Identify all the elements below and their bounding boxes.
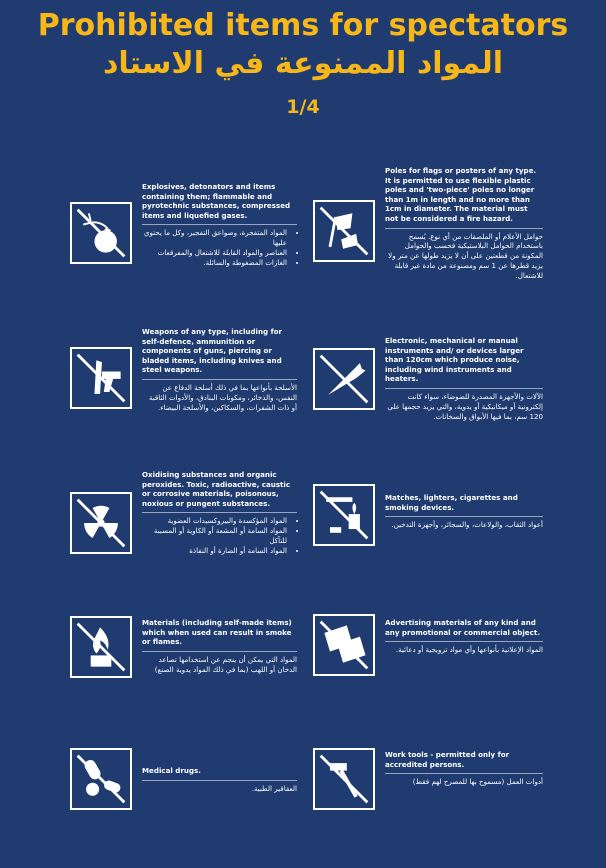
list-item: • المواد السامة أو المشعة أو الكاوية أو المسببة للتآكل	[142, 526, 287, 546]
item-description-ar: الآلات والأجهزة المصدرة للضوضاء، سواء كانت إلكترونية أو ميكانيكية أو يدوية، والتي يزيد حجمها على 120 سم، بما فيها الأبواق والسخانات.	[387, 391, 543, 421]
item-flag-poles	[313, 166, 605, 286]
item-description-ar: العقاقير الطبية.	[251, 783, 297, 793]
page-number: 1/4	[286, 96, 320, 118]
advertising-material-icon	[313, 614, 375, 676]
item-description-en: Materials (including self-made items) which when used can result in smoke or flames.	[142, 618, 292, 647]
fire-smoke-icon	[70, 616, 132, 678]
item-description-en: Work tools - permitted only for accredited persons.	[385, 750, 510, 769]
item-noise-instruments	[313, 336, 605, 456]
item-description-ar	[142, 516, 297, 555]
item-description-en: Oxidising substances and organic peroxides. Toxic, radioactive, caustic or corrosive materials, poisonous, noxious or pungent substances.	[142, 470, 291, 508]
divider	[142, 224, 297, 225]
vuvuzela-instrument-icon	[313, 348, 375, 410]
divider	[142, 651, 297, 652]
item-smoking	[313, 484, 605, 604]
item-work-tools	[313, 748, 605, 868]
divider	[385, 516, 543, 517]
page-title-english: Prohibited items for spectators	[37, 8, 569, 43]
item-description-ar	[142, 228, 297, 267]
item-description-en: Explosives, detonators and items containing them; flammable and pyrotechnic substances, compressed items and liquefied gases.	[142, 182, 291, 220]
divider	[142, 379, 297, 380]
divider	[385, 773, 543, 774]
page-title-arabic: المواد الممنوعة في الاستاد	[102, 46, 504, 81]
item-description-en: Electronic, mechanical or manual instruments and/ or devices larger than 120cm which produce noise, including wind instruments and heaters.	[385, 336, 524, 384]
item-description-en: Poles for flags or posters of any type. It is permitted to use flexible plastic poles and 'two-piece' poles no longer than 1m in length and no more than 1cm in diameter. The material must not be considered a fire hazard.	[385, 166, 537, 223]
item-description-ar: حوامل الأعلام أو الملصقات من أي نوع. يُسمح باستخدام الحوامل البلاستيكية فحسب والحوامل المكونة من قطعتين على أن لا يزيد طولها عن متر ولا يزيد قطرها عن 1 سم ومصنوعة من مادة غير قابلة للاشتعال.	[388, 231, 543, 280]
radioactive-hazard-icon	[70, 492, 132, 554]
item-description-ar: المواد التي يمكن أن ينجم عن استخدامها تصاعد الدخان أو اللهب (بما في ذلك المواد يدوية الصنع)	[154, 654, 297, 674]
item-description-en: Medical drugs.	[142, 766, 201, 775]
list-item: • المواد المتفجرة، وصواعق التفجير، وكل ما يحتوي عليها	[142, 228, 287, 248]
medical-pills-icon	[70, 748, 132, 810]
item-description-ar: الأسلحة بأنواعها بما في ذلك أسلحة الدفاع عن النفس، والذخائر، ومكونات البنادق، والأدوات الثاقبة أو ذات الشفرات، والسكاكين، والأسلحة البيضاء.	[148, 382, 297, 412]
item-description-en: Matches, lighters, cigarettes and smoking devices.	[385, 493, 518, 512]
list-item: • الغازات المضغوطة والسائلة.	[142, 258, 287, 268]
hammer-tools-icon	[313, 748, 375, 810]
divider	[385, 228, 543, 229]
list-item: • المواد السامة أو الضارة أو النفاذة	[142, 546, 287, 556]
divider	[385, 641, 543, 642]
item-advertising	[313, 614, 605, 734]
divider	[142, 512, 297, 513]
item-description-ar: أدوات العمل (مسموح بها للمصرح لهم فقط)	[412, 777, 543, 787]
flag-pole-icon	[313, 200, 375, 262]
item-description-ar: المواد الإعلانية بأنواعها وأي مواد ترويجية أو دعائية.	[395, 645, 543, 655]
divider	[385, 388, 543, 389]
list-item: • العناصر والمواد القابلة للاشتعال والمفرقعات	[142, 248, 287, 258]
weapons-gun-knife-icon	[70, 347, 132, 409]
lighter-cigarette-icon	[313, 484, 375, 546]
explosive-bomb-icon	[70, 202, 132, 264]
divider	[142, 780, 297, 781]
item-description-en: Advertising materials of any kind and any promotional or commercial object.	[385, 618, 540, 637]
item-description-ar: أعواد الثقاب، والولاعات، والسجائر، وأجهزة التدخين.	[391, 520, 543, 530]
list-item: • المواد المؤكسدة والبيروكسيدات العضوية	[142, 516, 287, 526]
item-description-en: Weapons of any type, including for self-defence, ammunition or components of guns, piercing or bladed items, including knives and steel weapons.	[142, 327, 283, 375]
